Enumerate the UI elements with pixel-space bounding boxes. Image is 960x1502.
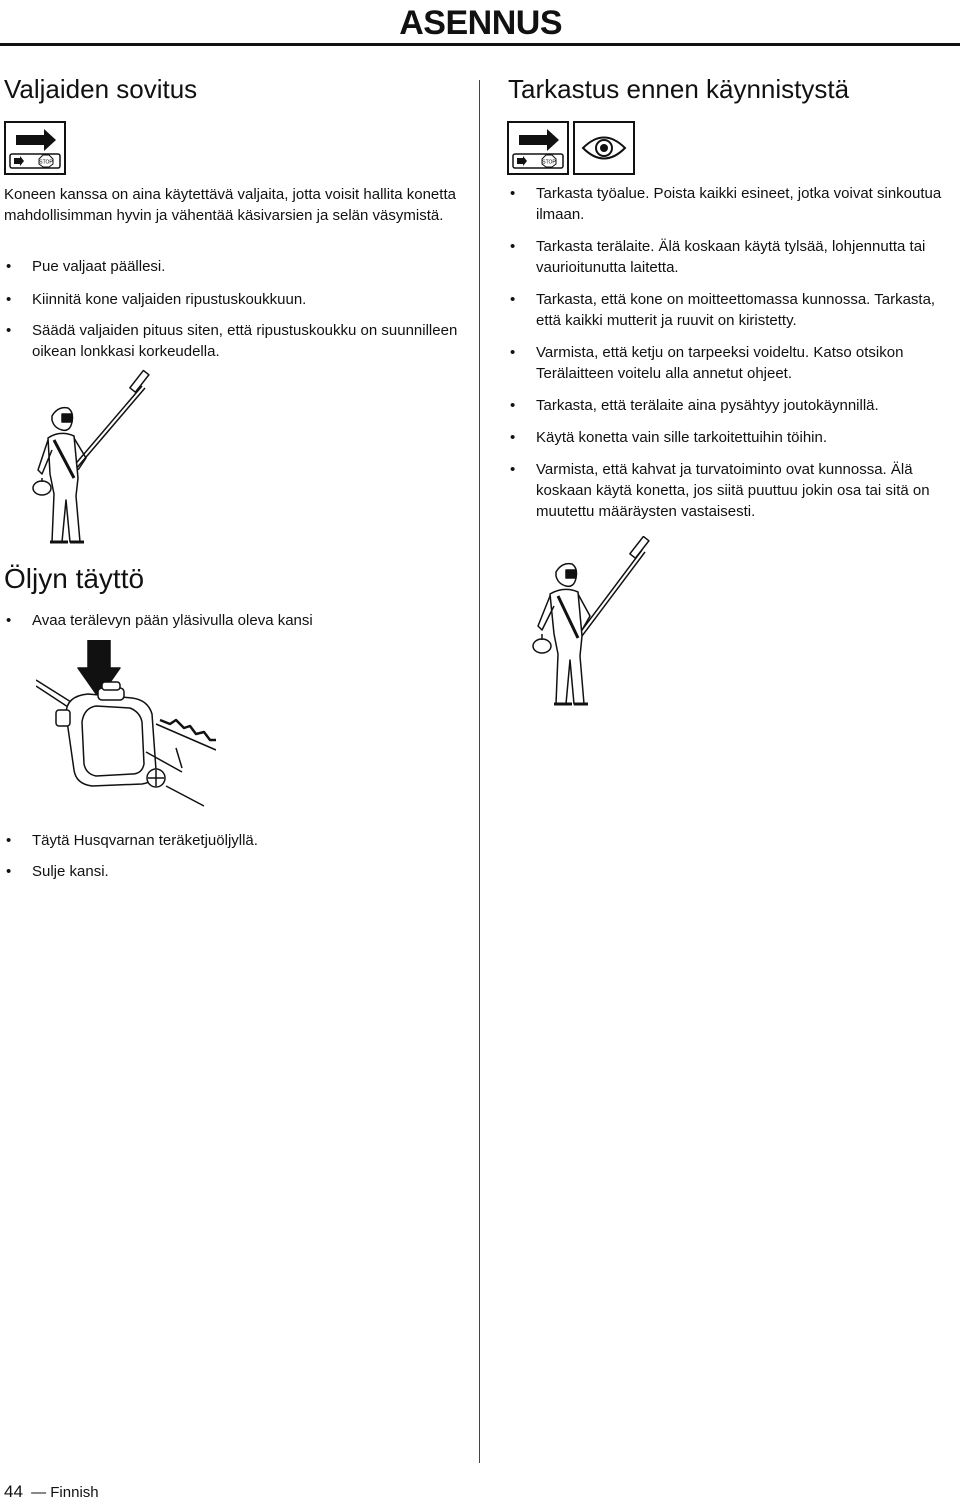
list-item: • Täytä Husqvarnan teräketjuöljyllä.: [4, 830, 464, 851]
worker-pole-saw-illustration: [20, 366, 160, 548]
list-item: • Säädä valjaiden pituus siten, että ripustuskoukku on suunnilleen oikean lonkkasi korkeudella.: [4, 320, 464, 362]
eye-icon: [573, 121, 635, 175]
list-item: • Tarkasta, että terälaite aina pysähtyy joutokäynnillä.: [508, 395, 956, 416]
list-item: • Avaa terälevyn pään yläsivulla oleva kansi: [4, 610, 464, 631]
arrow-stop-icon: [507, 121, 569, 175]
list-item: • Tarkasta terälaite. Älä koskaan käytä tylsää, lohjennutta tai vaurioitunutta laitetta.: [508, 236, 956, 278]
list-item: • Käytä konetta vain sille tarkoitettuihin töihin.: [508, 427, 956, 448]
section-title-oil: Öljyn täyttö: [4, 563, 145, 594]
harness-intro-text: Koneen kanssa on aina käytettävä valjaita, jotta voisit hallita konetta mahdollisimman hyvin ja vähentää käsivarsien ja selän väsymistä.: [4, 186, 456, 224]
list-item: • Tarkasta, että kone on moitteettomassa kunnossa. Tarkasta, että kaikki mutterit ja ruuvit on kiristetty.: [508, 289, 956, 331]
header-rule: [0, 43, 960, 46]
harness-icon-row: [4, 121, 66, 175]
page-footer: [4, 1482, 99, 1502]
harness-bullets: [4, 256, 464, 362]
list-item: • Sulje kansi.: [4, 861, 464, 882]
column-divider: [479, 80, 480, 1463]
list-item: • Tarkasta työalue. Poista kaikki esineet, jotka voivat sinkoutua ilmaan.: [508, 183, 956, 225]
svg-text:STOP: STOP: [542, 159, 556, 166]
list-item: • Pue valjaat päällesi.: [4, 256, 464, 277]
footer-language: Finnish: [50, 1484, 99, 1501]
inspection-bullets: [508, 183, 956, 522]
worker-pole-saw-illustration: [524, 536, 664, 718]
oil-cap-illustration: [36, 640, 216, 810]
oil-bullets-after: [4, 830, 464, 882]
list-item: • Varmista, että ketju on tarpeeksi voideltu. Katso otsikon Terälaitteen voitelu alla annetut ohjeet.: [508, 342, 956, 384]
section-title-inspection: Tarkastus ennen käynnistystä: [508, 74, 850, 104]
footer-dash: —: [31, 1484, 47, 1501]
inspection-icon-row: [507, 121, 635, 175]
list-item: • Varmista, että kahvat ja turvatoiminto ovat kunnossa. Älä koskaan käytä konetta, jos siitä puuttuu jokin osa tai sitä on muutettu määräysten vastaisesti.: [508, 459, 956, 522]
page-header-title: ASENNUS: [399, 4, 562, 42]
page-number: 44: [4, 1482, 23, 1501]
svg-text:STOP: STOP: [39, 159, 53, 166]
section-title-harness: Valjaiden sovitus: [4, 74, 198, 104]
list-item: • Kiinnitä kone valjaiden ripustuskoukkuun.: [4, 289, 464, 310]
arrow-stop-icon: [4, 121, 66, 175]
oil-bullets-before: [4, 610, 464, 631]
